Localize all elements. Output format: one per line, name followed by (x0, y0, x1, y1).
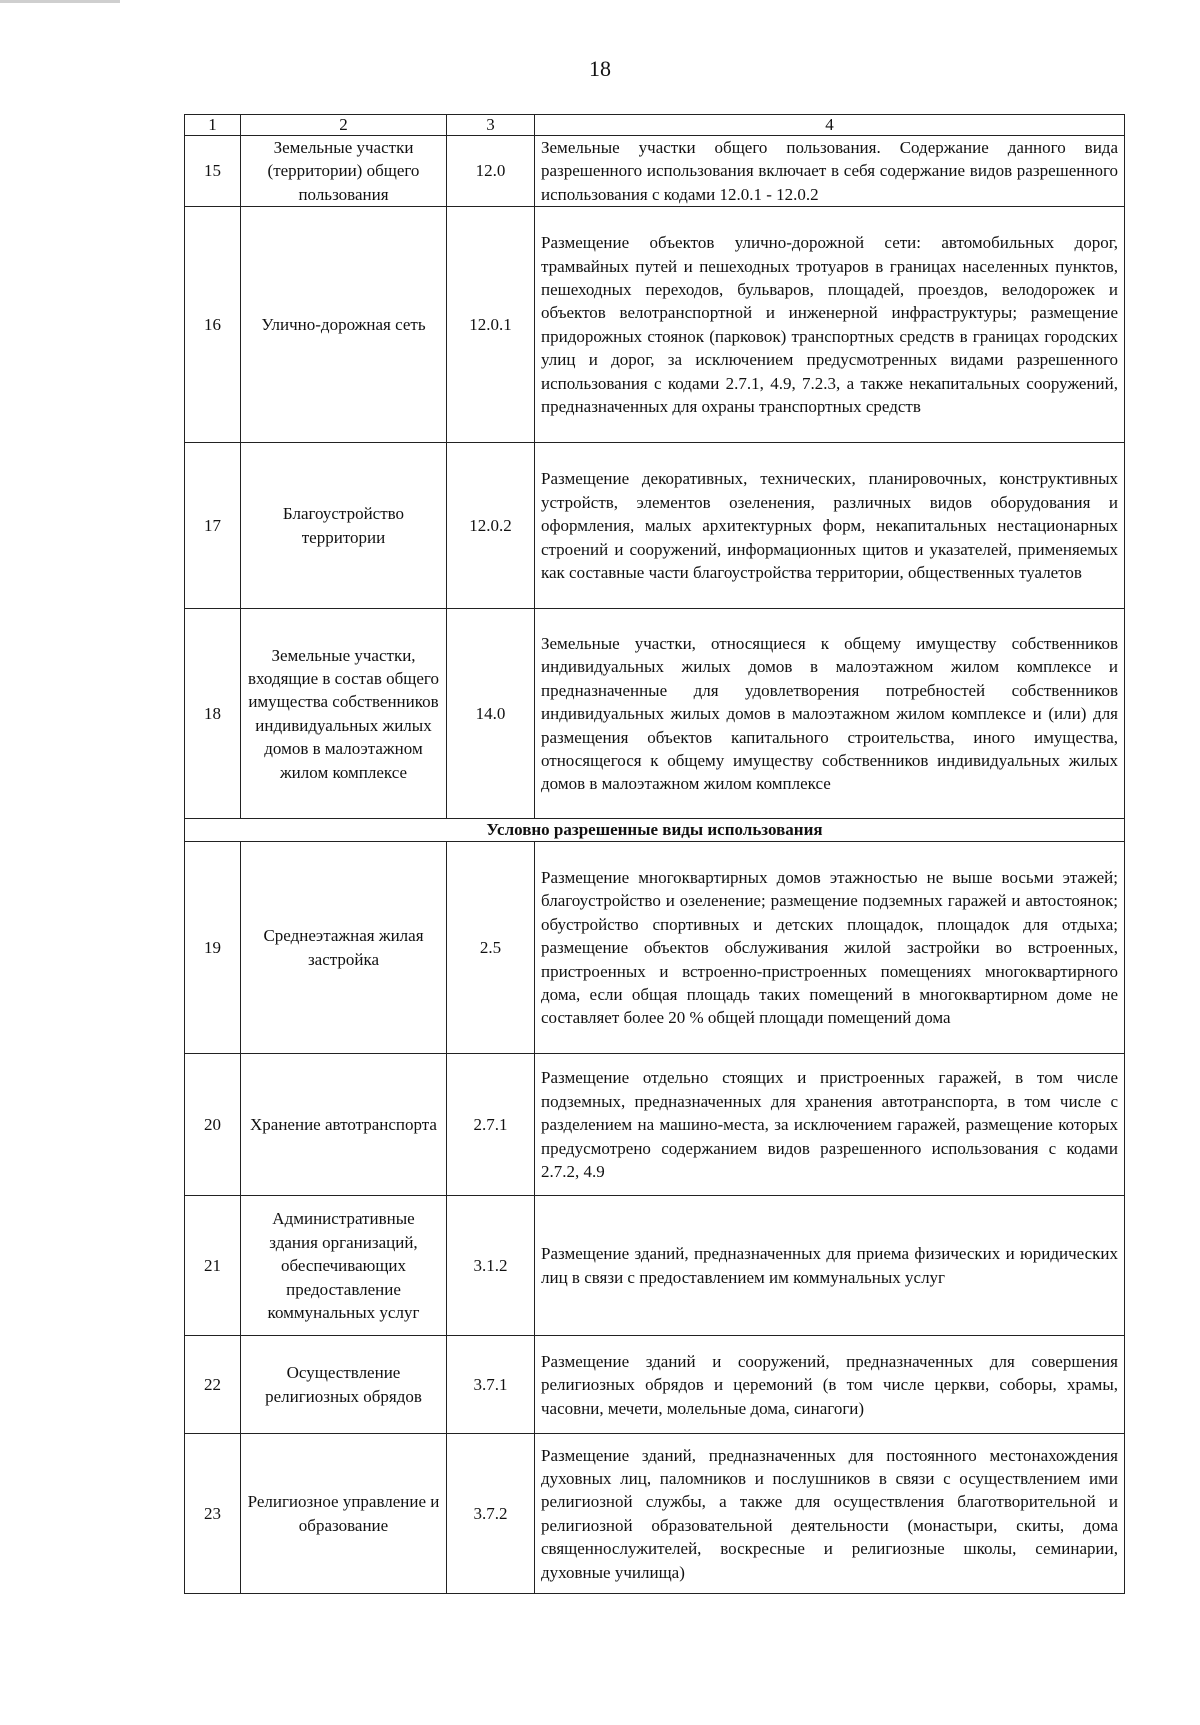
table-row (185, 207, 1125, 443)
land-use-description: Размещение объектов улично-дорожной сети: автомобильных дорог, трамвайных путей и пешеходных тротуаров в границах населенных пунктов, пешеходных переходов, бульваров, площадей, проездов, велодорожек и объектов велотранспортной и инженерной инфраструктуры; размещение придорожных стоянок (парковок) транспортных средств в границах городских улиц и дорог, за исключением предусмотренных видами разрешенного использования с кодами 2.7.1, 4.9, 7.2.3, а также некапитальных сооружений, предназначенных для охраны транспортных средств (535, 207, 1125, 443)
section-header-row (185, 819, 1125, 842)
land-use-description: Размещение зданий и сооружений, предназначенных для совершения религиозных обрядов и церемоний (в том числе церкви, соборы, храмы, часовни, мечети, молельные дома, синагоги) (535, 1336, 1125, 1434)
row-number: 21 (185, 1196, 241, 1336)
land-use-description: Размещение многоквартирных домов этажностью не выше восьми этажей; благоустройство и озеленение; размещение подземных гаражей и автостоянок; обустройство спортивных и детских площадок, площадок для отдыха; размещение объектов обслуживания жилой застройки во встроенных, пристроенных и встроенно-пристроенных помещениях многоквартирного дома, если общая площадь таких помещений в многоквартирном доме не составляет более 20 % общей площади помещений дома (535, 842, 1125, 1054)
land-use-name: Земельные участки, входящие в состав общего имущества собственников индивидуальных жилых домов в малоэтажном жилом комплексе (241, 609, 447, 819)
column-header-row (185, 115, 1125, 136)
row-number: 17 (185, 443, 241, 609)
table-row (185, 609, 1125, 819)
land-use-description: Земельные участки, относящиеся к общему имуществу собственников индивидуальных жилых домов в малоэтажном жилом комплексе и предназначенные для удовлетворения потребностей собственников индивидуальных жилых домов в малоэтажном жилом комплексе и (или) для размещения объектов капитального строительства, иного имущества, относящегося к общему имуществу собственников индивидуальных жилых домов в малоэтажном жилом комплексе (535, 609, 1125, 819)
row-number: 19 (185, 842, 241, 1054)
land-use-name: Земельные участки (территории) общего пользования (241, 136, 447, 207)
column-header: 2 (241, 115, 447, 136)
land-use-name: Хранение автотранспорта (241, 1054, 447, 1196)
column-header: 3 (447, 115, 535, 136)
table-row (185, 1054, 1125, 1196)
section-title: Условно разрешенные виды использования (185, 819, 1125, 842)
land-use-code: 3.1.2 (447, 1196, 535, 1336)
table-row (185, 136, 1125, 207)
column-header: 1 (185, 115, 241, 136)
column-header: 4 (535, 115, 1125, 136)
row-number: 16 (185, 207, 241, 443)
row-number: 22 (185, 1336, 241, 1434)
land-use-code: 12.0.1 (447, 207, 535, 443)
row-number: 23 (185, 1434, 241, 1594)
land-use-table (184, 114, 1125, 1594)
land-use-description: Размещение зданий, предназначенных для постоянного местонахождения духовных лиц, паломников и послушников в связи с осуществлением ими религиозной службы, а также для осуществления благотворительной и религиозной образовательной деятельности (монастыри, скиты, дома священнослужителей, воскресные и религиозные школы, семинарии, духовные училища) (535, 1434, 1125, 1594)
land-use-name: Улично-дорожная сеть (241, 207, 447, 443)
page-number: 18 (589, 56, 611, 81)
table-row (185, 1336, 1125, 1434)
land-use-code: 2.5 (447, 842, 535, 1054)
row-number: 20 (185, 1054, 241, 1196)
land-use-code: 3.7.2 (447, 1434, 535, 1594)
land-use-name: Административные здания организаций, обеспечивающих предоставление коммунальных услуг (241, 1196, 447, 1336)
land-use-name: Среднеэтажная жилая застройка (241, 842, 447, 1054)
scan-edge-mark (0, 0, 120, 3)
land-use-description: Размещение зданий, предназначенных для приема физических и юридических лиц в связи с предоставлением им коммунальных услуг (535, 1196, 1125, 1336)
table-row (185, 1434, 1125, 1594)
row-number: 18 (185, 609, 241, 819)
land-use-code: 12.0 (447, 136, 535, 207)
land-use-code: 12.0.2 (447, 443, 535, 609)
land-use-name: Религиозное управление и образование (241, 1434, 447, 1594)
table-row (185, 842, 1125, 1054)
land-use-code: 14.0 (447, 609, 535, 819)
land-use-name: Осуществление религиозных обрядов (241, 1336, 447, 1434)
land-use-code: 3.7.1 (447, 1336, 535, 1434)
row-number: 15 (185, 136, 241, 207)
land-use-description: Земельные участки общего пользования. Содержание данного вида разрешенного использования включает в себя содержание видов разрешенного использования с кодами 12.0.1 - 12.0.2 (535, 136, 1125, 207)
table-row (185, 443, 1125, 609)
land-use-name: Благоустройство территории (241, 443, 447, 609)
land-use-description: Размещение отдельно стоящих и пристроенных гаражей, в том числе подземных, предназначенных для хранения автотранспорта, в том числе с разделением на машино-места, за исключением гаражей, размещение которых предусмотрено содержанием видов разрешенного использования с кодами 2.7.2, 4.9 (535, 1054, 1125, 1196)
table-row (185, 1196, 1125, 1336)
land-use-code: 2.7.1 (447, 1054, 535, 1196)
land-use-description: Размещение декоративных, технических, планировочных, конструктивных устройств, элементов озеленения, различных видов оборудования и оформления, малых архитектурных форм, некапитальных нестационарных строений и сооружений, информационных щитов и указателей, применяемых как составные части благоустройства территории, общественных туалетов (535, 443, 1125, 609)
